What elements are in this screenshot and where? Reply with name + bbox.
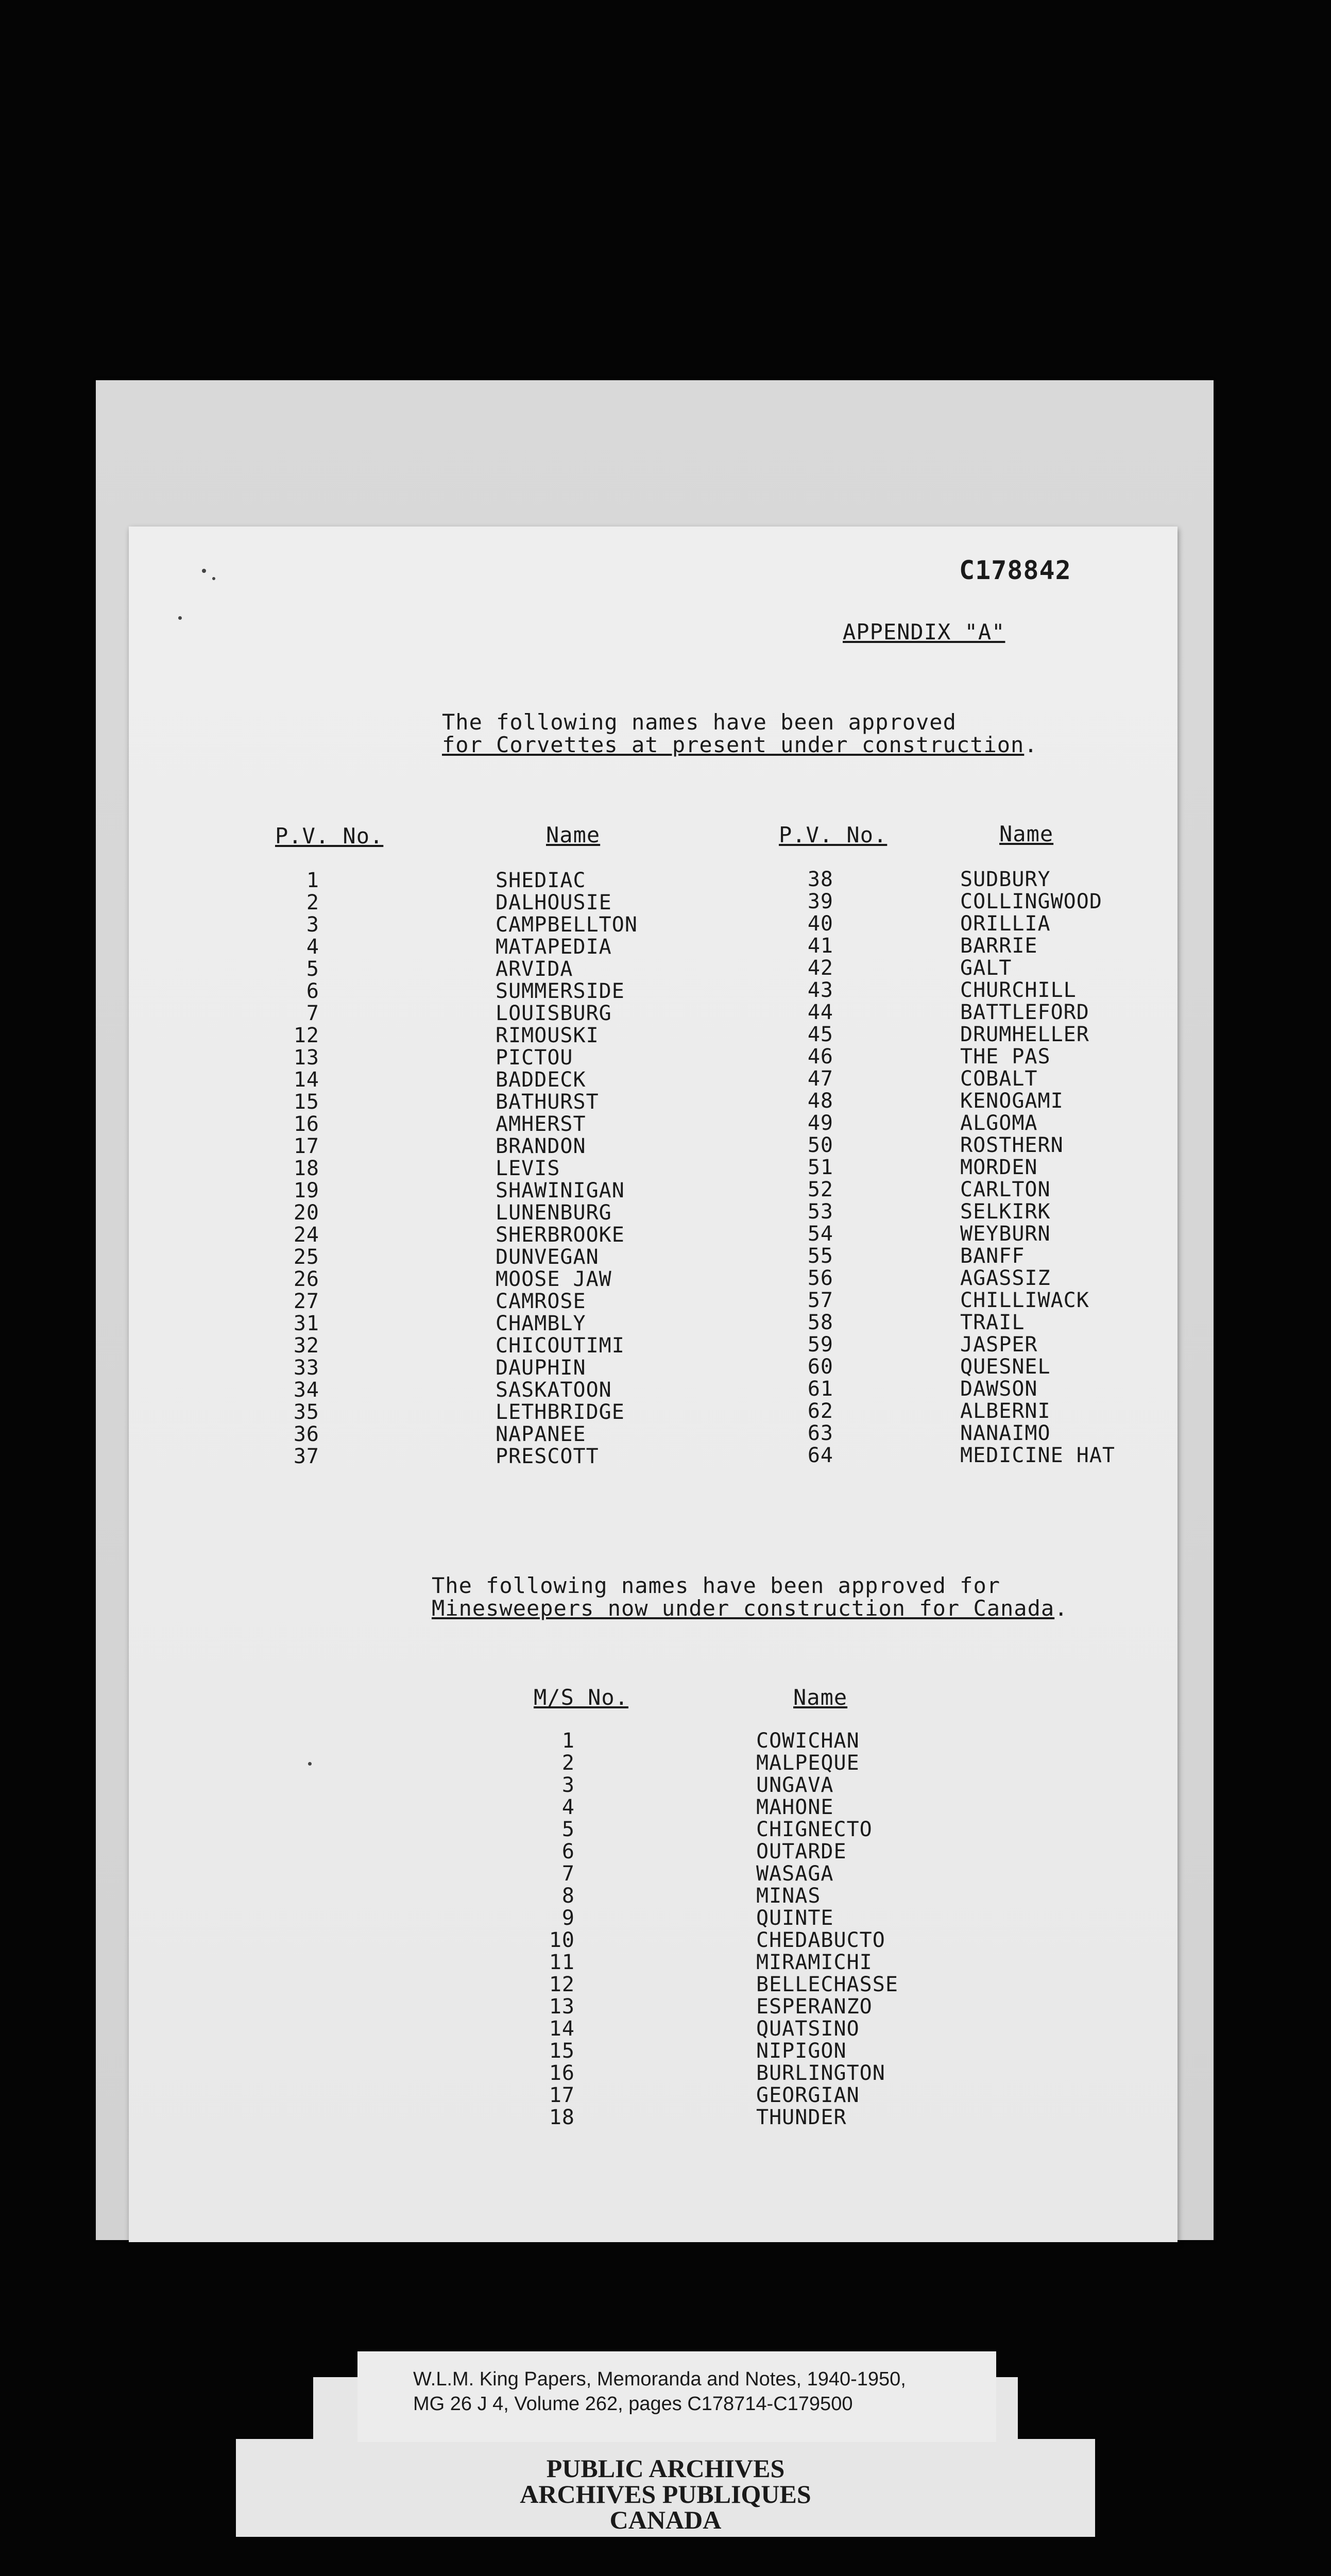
corvette-number: 43 bbox=[807, 978, 833, 1002]
minesweeper-number: 4 bbox=[561, 1795, 575, 1819]
corvette-name: NAPANEE bbox=[496, 1422, 586, 1446]
archives-stamp-line2: ARCHIVES PUBLIQUES bbox=[520, 2480, 811, 2509]
corvettes-left-numbers bbox=[278, 870, 319, 1468]
minesweepers-intro bbox=[432, 1574, 1068, 1620]
corvette-name: SHERBROOKE bbox=[496, 1223, 625, 1247]
minesweeper-name: CHIGNECTO bbox=[756, 1818, 873, 1841]
minesweeper-number: 7 bbox=[561, 1862, 575, 1886]
corvette-name: COBALT bbox=[960, 1067, 1038, 1091]
corvette-name: LUNENBURG bbox=[496, 1201, 612, 1225]
corvette-name: COLLINGWOOD bbox=[960, 890, 1102, 913]
archive-citation-line2: MG 26 J 4, Volume 262, pages C178714-C179500 bbox=[413, 2393, 853, 2415]
corvette-name: TRAIL bbox=[960, 1311, 1025, 1334]
corvettes-right-numbers bbox=[788, 869, 833, 1467]
corvette-number: 18 bbox=[293, 1157, 319, 1180]
minesweeper-name: MALPEQUE bbox=[756, 1751, 860, 1775]
minesweeper-number: 16 bbox=[549, 2061, 575, 2085]
corvette-number: 61 bbox=[807, 1377, 833, 1401]
document-reference-number: C178842 bbox=[959, 555, 1071, 585]
corvette-name: GALT bbox=[960, 956, 1012, 980]
corvette-name: ROSTHERN bbox=[960, 1133, 1064, 1157]
corvette-number: 54 bbox=[807, 1222, 833, 1246]
corvette-name: LEVIS bbox=[496, 1157, 560, 1180]
corvettes-intro-line2: for Corvettes at present under construction bbox=[442, 732, 1025, 757]
corvette-number: 53 bbox=[807, 1200, 833, 1224]
corvette-number: 63 bbox=[807, 1421, 833, 1445]
minesweeper-number: 14 bbox=[549, 2017, 575, 2041]
archive-citation-line1: W.L.M. King Papers, Memoranda and Notes, 1940-1950, bbox=[413, 2368, 906, 2390]
corvette-number: 4 bbox=[306, 935, 319, 959]
corvette-name: PRESCOTT bbox=[496, 1445, 599, 1468]
corvette-name: KENOGAMI bbox=[960, 1089, 1064, 1113]
corvette-name: SHAWINIGAN bbox=[496, 1179, 625, 1202]
corvettes-left-names bbox=[496, 870, 702, 1468]
minesweeper-name: ESPERANZO bbox=[756, 1995, 873, 2019]
corvette-name: BANFF bbox=[960, 1244, 1025, 1268]
minesweeper-number: 1 bbox=[561, 1729, 575, 1753]
archives-stamp bbox=[236, 2455, 1095, 2533]
corvette-name: CHICOUTIMI bbox=[496, 1334, 625, 1358]
corvette-number: 3 bbox=[306, 913, 319, 937]
archives-stamp-line1: PUBLIC ARCHIVES bbox=[546, 2454, 785, 2483]
corvette-number: 39 bbox=[807, 890, 833, 913]
corvette-number: 7 bbox=[306, 1002, 319, 1025]
corvette-name: DRUMHELLER bbox=[960, 1023, 1089, 1046]
corvette-name: LOUISBURG bbox=[496, 1002, 612, 1025]
corvette-number: 26 bbox=[293, 1267, 319, 1291]
minesweeper-name: MIRAMICHI bbox=[756, 1951, 873, 1974]
corvette-name: DALHOUSIE bbox=[496, 891, 612, 914]
minesweeper-name: MAHONE bbox=[756, 1795, 834, 1819]
corvette-name: QUESNEL bbox=[960, 1355, 1051, 1379]
corvette-number: 19 bbox=[293, 1179, 319, 1202]
corvettes-right-name-header: Name bbox=[999, 821, 1054, 846]
minesweeper-name: COWICHAN bbox=[756, 1729, 860, 1753]
corvette-number: 37 bbox=[293, 1445, 319, 1468]
corvette-number: 55 bbox=[807, 1244, 833, 1268]
label-notch-right bbox=[1018, 2377, 1095, 2439]
corvette-number: 64 bbox=[807, 1444, 833, 1467]
corvette-number: 32 bbox=[293, 1334, 319, 1358]
minesweeper-number: 18 bbox=[549, 2106, 575, 2129]
minesweeper-name: OUTARDE bbox=[756, 1840, 847, 1863]
corvette-number: 57 bbox=[807, 1289, 833, 1312]
corvette-number: 36 bbox=[293, 1422, 319, 1446]
minesweeper-name: WASAGA bbox=[756, 1862, 834, 1886]
corvette-name: MORDEN bbox=[960, 1156, 1038, 1179]
corvette-number: 42 bbox=[807, 956, 833, 980]
minesweeper-number: 12 bbox=[549, 1973, 575, 1996]
corvette-name: BARRIE bbox=[960, 934, 1038, 958]
minesweepers-names bbox=[756, 1730, 962, 2129]
archives-stamp-line3: CANADA bbox=[609, 2505, 722, 2534]
corvette-number: 40 bbox=[807, 912, 833, 936]
paper-speck bbox=[308, 1762, 312, 1766]
corvette-number: 41 bbox=[807, 934, 833, 958]
corvette-name: SELKIRK bbox=[960, 1200, 1051, 1224]
corvette-name: SHEDIAC bbox=[496, 869, 586, 892]
corvette-name: CAMROSE bbox=[496, 1290, 586, 1313]
corvettes-right-names bbox=[960, 869, 1176, 1467]
minesweeper-number: 11 bbox=[549, 1951, 575, 1974]
minesweeper-number: 9 bbox=[561, 1906, 575, 1930]
minesweeper-name: THUNDER bbox=[756, 2106, 847, 2129]
corvette-name: ORILLIA bbox=[960, 912, 1051, 936]
corvette-name: WEYBURN bbox=[960, 1222, 1051, 1246]
corvette-number: 46 bbox=[807, 1045, 833, 1069]
minesweeper-name: BURLINGTON bbox=[756, 2061, 885, 2085]
minesweepers-numbers bbox=[525, 1730, 575, 2129]
corvette-number: 60 bbox=[807, 1355, 833, 1379]
corvette-number: 5 bbox=[306, 957, 319, 981]
corvette-number: 52 bbox=[807, 1178, 833, 1201]
corvettes-left-name-header: Name bbox=[546, 822, 601, 848]
corvette-number: 6 bbox=[306, 979, 319, 1003]
corvette-name: CARLTON bbox=[960, 1178, 1051, 1201]
label-notch-left bbox=[236, 2377, 313, 2439]
corvette-number: 25 bbox=[293, 1245, 319, 1269]
corvette-name: CHAMBLY bbox=[496, 1312, 586, 1335]
corvettes-intro bbox=[442, 711, 1038, 756]
corvette-name: CAMPBELLTON bbox=[496, 913, 638, 937]
corvettes-right-no-header: P.V. No. bbox=[779, 822, 888, 848]
minesweeper-number: 17 bbox=[549, 2083, 575, 2107]
corvette-name: CHILLIWACK bbox=[960, 1289, 1089, 1312]
appendix-title: APPENDIX "A" bbox=[843, 619, 1005, 645]
minesweepers-intro-line1: The following names have been approved for bbox=[432, 1573, 1001, 1598]
corvette-name: DAUPHIN bbox=[496, 1356, 586, 1380]
minesweepers-name-header: Name bbox=[793, 1685, 848, 1710]
corvette-number: 1 bbox=[306, 869, 319, 892]
corvette-number: 27 bbox=[293, 1290, 319, 1313]
corvette-name: BADDECK bbox=[496, 1068, 586, 1092]
minesweeper-number: 3 bbox=[561, 1773, 575, 1797]
corvette-number: 50 bbox=[807, 1133, 833, 1157]
corvette-number: 33 bbox=[293, 1356, 319, 1380]
corvette-number: 38 bbox=[807, 868, 833, 891]
paper-speck bbox=[212, 577, 215, 580]
corvette-name: DUNVEGAN bbox=[496, 1245, 599, 1269]
corvette-number: 58 bbox=[807, 1311, 833, 1334]
corvette-number: 47 bbox=[807, 1067, 833, 1091]
corvette-number: 16 bbox=[293, 1112, 319, 1136]
minesweeper-name: GEORGIAN bbox=[756, 2083, 860, 2107]
minesweepers-intro-line2: Minesweepers now under construction for Canada bbox=[432, 1596, 1055, 1621]
corvette-name: ARVIDA bbox=[496, 957, 573, 981]
minesweeper-number: 13 bbox=[549, 1995, 575, 2019]
corvette-name: SASKATOON bbox=[496, 1378, 612, 1402]
minesweeper-number: 2 bbox=[561, 1751, 575, 1775]
corvette-name: RIMOUSKI bbox=[496, 1024, 599, 1047]
archive-citation bbox=[357, 2351, 996, 2442]
corvette-name: PICTOU bbox=[496, 1046, 573, 1070]
minesweepers-intro-end: . bbox=[1054, 1596, 1068, 1621]
corvette-name: MEDICINE HAT bbox=[960, 1444, 1115, 1467]
corvette-name: ALBERNI bbox=[960, 1399, 1051, 1423]
minesweeper-number: 6 bbox=[561, 1840, 575, 1863]
corvette-number: 24 bbox=[293, 1223, 319, 1247]
corvettes-left-no-header: P.V. No. bbox=[275, 823, 384, 849]
corvette-number: 51 bbox=[807, 1156, 833, 1179]
minesweeper-number: 8 bbox=[561, 1884, 575, 1908]
minesweepers-no-header: M/S No. bbox=[534, 1685, 629, 1710]
corvette-name: CHURCHILL bbox=[960, 978, 1077, 1002]
paper-speck bbox=[178, 616, 182, 620]
corvette-name: THE PAS bbox=[960, 1045, 1051, 1069]
corvette-name: MATAPEDIA bbox=[496, 935, 612, 959]
corvette-number: 48 bbox=[807, 1089, 833, 1113]
corvette-name: MOOSE JAW bbox=[496, 1267, 612, 1291]
corvette-number: 45 bbox=[807, 1023, 833, 1046]
minesweeper-name: CHEDABUCTO bbox=[756, 1928, 885, 1952]
corvette-name: DAWSON bbox=[960, 1377, 1038, 1401]
corvettes-intro-line1: The following names have been approved bbox=[442, 709, 957, 735]
corvette-name: SUMMERSIDE bbox=[496, 979, 625, 1003]
minesweeper-name: BELLECHASSE bbox=[756, 1973, 898, 1996]
corvettes-intro-end: . bbox=[1024, 732, 1038, 757]
corvette-number: 59 bbox=[807, 1333, 833, 1357]
corvette-number: 13 bbox=[293, 1046, 319, 1070]
corvette-number: 56 bbox=[807, 1266, 833, 1290]
corvette-number: 12 bbox=[293, 1024, 319, 1047]
corvette-number: 17 bbox=[293, 1134, 319, 1158]
corvette-name: AMHERST bbox=[496, 1112, 586, 1136]
corvette-name: JASPER bbox=[960, 1333, 1038, 1357]
minesweeper-name: UNGAVA bbox=[756, 1773, 834, 1797]
corvette-number: 44 bbox=[807, 1001, 833, 1024]
corvette-number: 20 bbox=[293, 1201, 319, 1225]
corvette-number: 15 bbox=[293, 1090, 319, 1114]
minesweeper-name: QUATSINO bbox=[756, 2017, 860, 2041]
corvette-number: 49 bbox=[807, 1111, 833, 1135]
corvette-name: NANAIMO bbox=[960, 1421, 1051, 1445]
paper-speck bbox=[202, 569, 206, 573]
corvette-name: BATHURST bbox=[496, 1090, 599, 1114]
corvette-number: 31 bbox=[293, 1312, 319, 1335]
corvette-name: SUDBURY bbox=[960, 868, 1051, 891]
corvette-name: BATTLEFORD bbox=[960, 1001, 1089, 1024]
corvette-number: 2 bbox=[306, 891, 319, 914]
minesweeper-number: 5 bbox=[561, 1818, 575, 1841]
corvette-name: AGASSIZ bbox=[960, 1266, 1051, 1290]
minesweeper-name: QUINTE bbox=[756, 1906, 834, 1930]
corvette-number: 14 bbox=[293, 1068, 319, 1092]
corvette-name: BRANDON bbox=[496, 1134, 586, 1158]
corvette-number: 62 bbox=[807, 1399, 833, 1423]
corvette-name: ALGOMA bbox=[960, 1111, 1038, 1135]
minesweeper-number: 10 bbox=[549, 1928, 575, 1952]
corvette-number: 34 bbox=[293, 1378, 319, 1402]
corvette-number: 35 bbox=[293, 1400, 319, 1424]
corvette-name: LETHBRIDGE bbox=[496, 1400, 625, 1424]
minesweeper-name: MINAS bbox=[756, 1884, 821, 1908]
minesweeper-number: 15 bbox=[549, 2039, 575, 2063]
minesweeper-name: NIPIGON bbox=[756, 2039, 847, 2063]
